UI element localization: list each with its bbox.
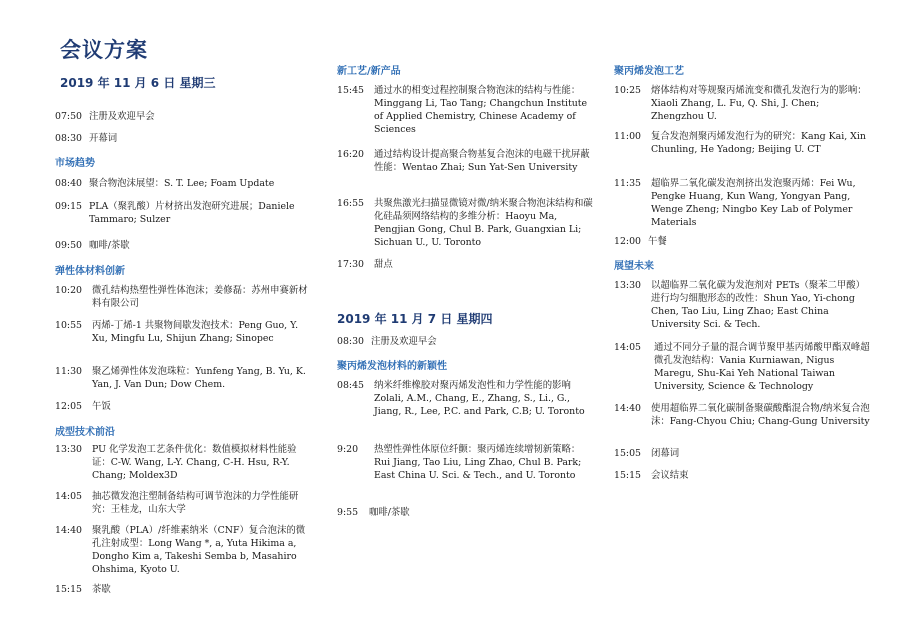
section-heading-market-trends: 市场趋势 [55,158,95,169]
page-title: 会议方案 [60,38,148,62]
day2-date: 2019 年 11 月 7 日 星期四 [337,312,493,326]
section-heading-new-process: 新工艺/新产品 [337,66,401,77]
section-heading-pp-foam-novelty: 聚丙烯发泡材料的新颖性 [337,361,447,372]
section-heading-future: 展望未来 [614,261,654,272]
section-heading-pp-foam-process: 聚丙烯发泡工艺 [614,66,684,77]
day1-date: 2019 年 11 月 6 日 星期三 [60,76,216,90]
section-heading-elastomer: 弹性体材料创新 [55,266,125,277]
section-heading-molding: 成型技术前沿 [55,427,115,438]
